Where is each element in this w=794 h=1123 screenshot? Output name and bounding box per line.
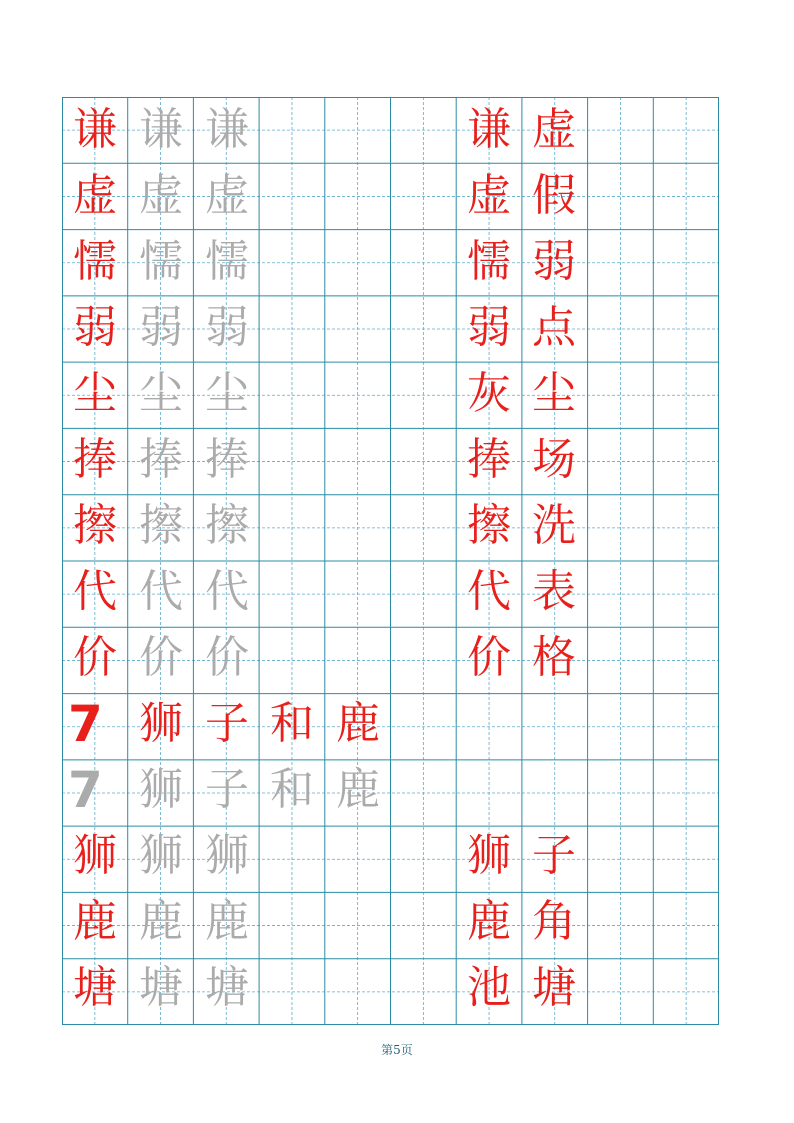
word-char: 尘 [532,368,576,419]
trace-char: 塘 [205,962,249,1013]
trace-char: 代 [205,566,249,617]
trace-char: 捧 [139,434,183,485]
trace-char: 狮 [139,830,183,881]
word-char: 格 [532,632,576,683]
trace-char: 尘 [139,368,183,419]
trace-char: 鹿 [205,896,249,947]
model-char: 擦 [73,500,117,551]
word-char: 擦 [467,500,511,551]
word-char: 懦 [467,236,511,287]
trace-char: 虚 [139,170,183,221]
trace-char: 擦 [139,500,183,551]
model-char: 价 [73,632,117,683]
lesson-title-trace-char: 子 [205,764,249,815]
word-char: 池 [467,962,511,1013]
page-number: 第5页 [381,1043,413,1057]
trace-char: 谦 [205,104,249,155]
word-char: 谦 [467,104,511,155]
model-char: 狮 [73,830,117,881]
trace-char: 塘 [139,962,183,1013]
lesson-title-char: 鹿 [336,698,380,749]
trace-char: 价 [205,632,249,683]
trace-char: 捧 [205,434,249,485]
trace-char: 虚 [205,170,249,221]
word-char: 价 [467,632,511,683]
word-char: 弱 [532,236,576,287]
word-char: 虚 [467,170,511,221]
model-char: 代 [73,566,117,617]
word-char: 鹿 [467,896,511,947]
trace-char: 懦 [205,236,249,287]
word-char: 角 [532,896,576,947]
trace-char: 懦 [139,236,183,287]
lesson-title-char: 狮 [139,698,183,749]
tianzige-grid [62,97,719,1025]
trace-char: 弱 [139,302,183,353]
lesson-title-trace-char: 和 [270,764,314,815]
model-char: 谦 [73,104,117,155]
trace-char: 擦 [205,500,249,551]
trace-char: 弱 [205,302,249,353]
word-char: 子 [532,830,576,881]
trace-char: 鹿 [139,896,183,947]
trace-char: 谦 [139,104,183,155]
model-char: 虚 [73,170,117,221]
lesson-title-char: 子 [205,698,249,749]
word-char: 洗 [532,500,576,551]
trace-char: 代 [139,566,183,617]
word-char: 假 [532,170,576,221]
model-char: 弱 [73,302,117,353]
model-char: 鹿 [73,896,117,947]
word-char: 灰 [467,368,511,419]
word-char: 弱 [467,302,511,353]
model-char: 尘 [73,368,117,419]
word-char: 表 [532,566,576,617]
word-char: 狮 [467,830,511,881]
trace-char: 狮 [205,830,249,881]
trace-char: 尘 [205,368,249,419]
model-char: 塘 [73,962,117,1013]
lesson-title-char: 和 [270,698,314,749]
model-char: 捧 [73,434,117,485]
word-char: 点 [532,302,576,353]
lesson-number: 7 [68,695,103,753]
lesson-number-trace: 7 [68,761,103,819]
word-char: 场 [532,434,576,485]
lesson-title-trace-char: 鹿 [336,764,380,815]
lesson-title-trace-char: 狮 [139,764,183,815]
word-char: 代 [467,566,511,617]
trace-char: 价 [139,632,183,683]
word-char: 捧 [467,434,511,485]
word-char: 塘 [532,962,576,1013]
word-char: 虚 [532,104,576,155]
model-char: 懦 [73,236,117,287]
